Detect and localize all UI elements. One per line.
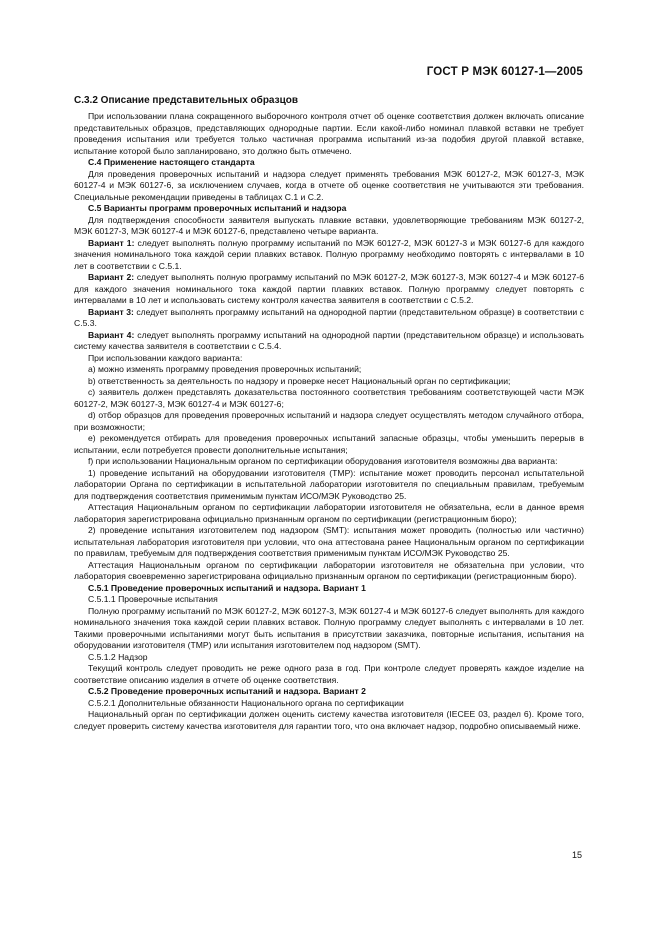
list-item-f: f) при использовании Национальным органом по сертификации оборудования изготовителя возможны два варианта: [88,456,558,466]
subsection-title-c521: C.5.2.1 Дополнительные обязанности Национального органа по сертификации [88,697,404,708]
variant-2-paragraph [74,272,584,307]
page-number: 15 [572,850,583,860]
subsection-title-c511: C.5.1.1 Проверочные испытания [88,594,218,604]
standard-header: ГОСТ Р МЭК 60127-1—2005 [426,66,583,78]
section-title-c4: C.4 Применение настоящего стандарта [88,157,255,167]
paragraph: При использовании плана сокращенного выборочного контроля отчет об оценке соответствия должен включать описание представительных образцов, представляющих однородные партии. Если какой-либо номинал плавкой вставки не требует проведения испытания или требуется только частичная программа испытаний из-за подобия другой плавкой вставке, испытание которой было запланировано, это должно быть отмечено. [74,111,584,156]
list-item-a: a) можно изменять программу проведения проверочных испытаний; [88,364,362,374]
paragraph: Для проведения проверочных испытаний и надзора следует применять требования МЭК 60127-2, МЭК 60127-3, МЭК 60127-4 и МЭК 60127-6, за исключением случаев, когда в отчете об оценке соответствия не учитываются эти требования. Специальные рекомендации приведены в таблицах C.1 и C.2. [74,168,584,202]
section-title-c5: C.5 Варианты программ проверочных испытаний и надзора [88,203,347,213]
section-title-c32: C.3.2 Описание представительных образцов [74,95,298,106]
paragraph: Текущий контроль следует проводить не реже одного раза в год. При контроле следует проверять каждое изделие на соответствие описанию изделия в отчете об оценке соответствия. [74,663,584,685]
variant-2-label: Вариант 2: [88,272,135,282]
list-item-d: d) отбор образцов для проведения проверочных испытаний и надзора следует осуществлять методом случайного отбора, при возможности; [74,410,584,432]
page-content [74,94,584,732]
variant-2-text: следует выполнять полную программу испытаний по МЭК 60127-2, МЭК 60127-3, МЭК 60127-4 и МЭК 60127-6 для каждого значения номинального тока каждой партии плавких вставок. Полную программу следует повторять с интервалами в 10 лет и использовать систему контроля качества заявителя в соответствии с C.5.2. [74,272,584,305]
list-item-e: e) рекомендуется отбирать для проведения проверочных испытаний запасные образцы, чтобы уменьшить перерыв в испытании, если потребуется провести дополнительные испытания; [74,433,584,455]
variant-1-paragraph [74,238,584,273]
variant-3-paragraph [74,307,584,330]
variant-3-text: следует выполнять программу испытаний на однородной партии (представительном образце) в соответствии с C.5.3. [74,306,584,328]
variant-1-text: следует выполнять полную программу испытаний по МЭК 60127-2, МЭК 60127-3 и МЭК 60127-6 для каждого значения номинального тока каждой серии плавких вставок. Полную программу необходимо повторять с интервалами в 10 лет в соответствии с C.5.1. [74,237,584,271]
variant-4-text: следует выполнять программу испытаний на однородной партии (представительном образце) и использовать систему качества заявителя в соответствии с C.5.4. [74,329,584,351]
variant-4-paragraph [74,330,584,353]
variant-3-label: Вариант 3: [88,306,134,317]
variant-4-label: Вариант 4: [88,329,135,340]
list-item-f1-attestation: Аттестация Национальным органом по сертификации лаборатории изготовителя не обязательна, если в данное время лаборатория зарегистрирована официально признанным органом по сертификации (регистрационным бюро); [74,502,584,524]
list-item-f1: 1) проведение испытаний на оборудовании изготовителя (TMP): испытание может проводить персонал испытательной лаборатории Органа по сертификации в испытательной лаборатории изготовителя по специальным правилам, требуемым для подтверждения соответствия применимым пунктам ИСО/МЭК Руководство 25. [74,467,584,501]
list-item-b: b) ответственность за деятельность по надзору и проверке несет Национальный орган по сертификации; [88,375,511,386]
section-title-c52: C.5.2 Проведение проверочных испытаний и надзора. Вариант 2 [88,686,366,696]
paragraph: Национальный орган по сертификации должен оценить систему качества изготовителя (IECEE 03, раздел 6). Кроме того, следует проверить систему качества изготовителя для гарантии того, что она включает надзор, подробно описываемый ниже. [74,709,584,731]
list-intro: При использовании каждого варианта: [88,352,243,363]
subsection-title-c512: C.5.1.2 Надзор [88,651,148,662]
paragraph: Полную программу испытаний по МЭК 60127-2, МЭК 60127-3, МЭК 60127-4 и МЭК 60127-6 следует выполнять для каждого номинального значения тока каждой серии плавких вставок. Полную программу следует выполнять с интервалами в 10 лет. Такими проверочными испытаниями могут быть испытания в присутствии заказчика, повторные испытания, испытания на оборудовании изготовителя (TMP) или испытания изготовителем под надзором (SMT). [74,605,584,650]
section-title-c51: C.5.1 Проведение проверочных испытаний и надзора. Вариант 1 [88,582,366,593]
paragraph: Для подтверждения способности заявителя выпускать плавкие вставки, удовлетворяющие требованиям МЭК 60127-2, МЭК 60127-3, МЭК 60127-4 и МЭК 60127-6, представлено четыре варианта. [74,214,584,236]
variant-1-label: Вариант 1: [88,237,135,248]
list-item-f2: 2) проведение испытания изготовителем под надзором (SMT): испытания может проводить (полностью или частично) испытательная лаборатория изготовителя при условии, что она аттестована ранее Национальным органом по сертификации по правилам, требуемым для подтверждения соответствия применимым пунктам ИСО/МЭК Руководство 25. [74,525,584,558]
list-item-f2-attestation: Аттестация Национальным органом по сертификации лаборатории изготовителя не обязательна при условии, что лаборатория своевременно зарегистрирована официально признанным органом по сертификации (регистрационным бюро). [74,559,584,581]
list-item-c: c) заявитель должен представлять доказательства постоянного соответствия требованиям соответствующей части МЭК 60127-2, МЭК 60127-3, МЭК 60127-4 и МЭК 60127-6; [74,387,584,409]
